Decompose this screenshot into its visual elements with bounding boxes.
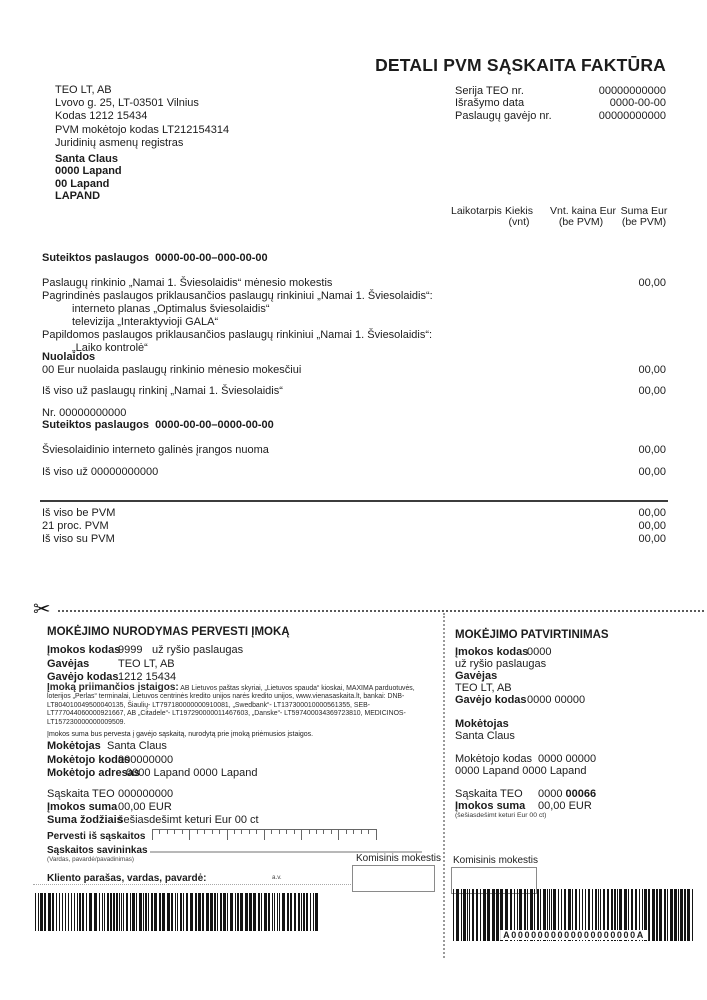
suma-zodziais-label: Suma žodžiais	[47, 814, 123, 826]
payment-divider	[443, 613, 445, 958]
section2-nr: Nr. 00000000000	[42, 407, 127, 419]
service-amount: 00,00	[638, 444, 666, 456]
column-kiekis: Kiekis (vnt)	[504, 205, 533, 228]
israsymo-data-label: Išrašymo data	[455, 97, 525, 110]
total-pvm-label: 21 proc. PVM	[42, 520, 109, 532]
suma-zodziais-value: šešiasdešimt keturi Eur 00 ct	[118, 814, 259, 826]
client-signature-line	[33, 884, 351, 885]
savininkas-label: Sąskaitos savininkas	[47, 845, 148, 856]
column-laikotarpis: Laikotarpis	[451, 205, 502, 217]
istaigos-label: Įmoką priimančios įstaigos:	[47, 682, 179, 693]
moketojas-label: Mokėtojas	[47, 740, 101, 752]
service-amount: 00,00	[638, 277, 666, 289]
moketojo-kodas-label: Mokėtojo kodas	[47, 754, 131, 766]
seller-name: TEO LT, AB	[55, 84, 112, 96]
section2-total-line: Iš viso už 00000000000	[42, 466, 159, 478]
serija-value: 00000000000	[598, 85, 666, 97]
imokos-suma-label-right: Įmokos suma	[455, 800, 526, 812]
saskaita-value-bold: 00066	[565, 788, 597, 800]
israsymo-data-value: 0000-00-00	[609, 97, 666, 110]
pervesti-label: Pervesti iš sąskaitos	[47, 831, 146, 842]
recipient-line3: LAPAND	[55, 189, 101, 202]
imokos-suma-value-right: 00,00 EUR	[538, 800, 592, 812]
total-be-pvm-label: Iš viso be PVM	[42, 507, 116, 519]
moketojo-adresas-right: 0000 Lapand 0000 Lapand	[455, 765, 587, 777]
av-label: a.v.	[272, 874, 282, 881]
paying-institutions	[47, 684, 439, 727]
moketojo-kodas-value: 000000000	[118, 754, 174, 766]
gavejo-nr-value: 00000000000	[598, 109, 666, 122]
scissors-icon: ✂	[33, 598, 51, 621]
komisinis-box-left	[352, 865, 435, 892]
section2-period: 0000-00-00–0000-00-00	[155, 419, 274, 431]
section1-period: 0000-00-00–000-00-00	[155, 252, 268, 264]
suma-note-right: (šešiasdešimt keturi Eur 00 ct)	[455, 812, 547, 819]
column-kaina: Vnt. kaina Eur (be PVM)	[550, 205, 616, 228]
total-pvm-value: 00,00	[638, 520, 666, 532]
istaigos-text: AB Lietuvos paštas skyriai, „Lietuvos spauda“ kioskai, MAXIMA parduotuvės, loterijos „Perlas“ terminalai, Lietuvos centrinės kredito unijos narės kredito unijos, www.vienasaskaita.lt, bankai: DNB- LT804010049500040135, Šiaulių- LT797180000000910081, „Swedbank“- LT137300010000561355, SEB- LT777044060000921667, AB „Citadele“- LT197290000011467603, „Danske“- LT597400034369723810, MEDICINOS- LT157230000000009509.	[47, 685, 415, 726]
recipient-name: Santa Claus	[55, 153, 118, 165]
column-suma: Suma Eur (be PVM)	[620, 205, 668, 228]
gavejas-value-right: TEO LT, AB	[455, 682, 512, 694]
seller-vat: PVM mokėtojo kodas LT212154314	[55, 123, 230, 136]
gavejo-kodas-value: 1212 15434	[118, 671, 177, 683]
service-line: televizija „Interaktyvioji GALA“	[72, 316, 219, 328]
section1-total-line: Iš viso už paslaugų rinkinį „Namai 1. Šviesolaidis“	[42, 385, 283, 397]
imokos-kodas-label-right: Įmokos kodas	[455, 646, 529, 658]
seller-address: Lvovo g. 25, LT-03501 Vilnius	[55, 97, 199, 110]
total-be-pvm-value: 00,00	[638, 507, 666, 519]
saskaita-value-right: 0000 00066	[538, 788, 597, 800]
barcode-text: A0000000000000000000A	[500, 930, 648, 940]
section2-total-amount: 00,00	[638, 466, 666, 478]
imokos-kodas-value-right: 0000	[527, 646, 552, 658]
section1-total-amount: 00,00	[638, 385, 666, 397]
saskaita-label: Sąskaita TEO	[47, 788, 115, 800]
client-signature-label: Kliento parašas, vardas, pavardė:	[47, 873, 207, 884]
payment-order-heading: MOKĖJIMO NURODYMAS PERVESTI ĮMOKĄ	[47, 626, 290, 638]
gavejas-label-right: Gavėjas	[455, 670, 498, 682]
seller-code: Kodas 1212 15434	[55, 110, 148, 123]
imokos-kodas-value: 9999	[118, 644, 143, 656]
payment-barcode-right	[453, 889, 695, 941]
totals-divider	[40, 500, 668, 502]
komisinis-label-left: Komisinis mokestis	[356, 853, 442, 864]
section2-heading: Suteiktos paslaugos 0000-00-00–0000-00-00	[42, 419, 274, 431]
nuolaidos-amount: 00,00	[638, 364, 666, 376]
saskaita-value: 000000000	[118, 788, 174, 800]
transfer-note: Įmokos suma bus pervesta į gavėjo sąskaitą, nurodytą prie įmoką priėmusios įstaigos.	[47, 731, 314, 738]
meta-row-gavejo	[455, 110, 666, 122]
saskaita-label-right: Sąskaita TEO	[455, 788, 523, 800]
service-line: „Laiko kontrolė“	[72, 342, 148, 354]
gavejo-kodas-label: Gavėjo kodas	[47, 671, 119, 683]
service-line: Šviesolaidinio interneto galinės įrangos nuoma	[42, 444, 269, 456]
moketojo-adresas-value: 0000 Lapand 0000 Lapand	[126, 767, 258, 779]
page-title: DETALI PVM SĄSKAITA FAKTŪRA	[375, 55, 666, 75]
moketojas-value: Santa Claus	[107, 740, 167, 752]
gavejas-label: Gavėjas	[47, 658, 90, 670]
serija-label: Serija TEO nr.	[455, 85, 524, 97]
recipient-line1: 0000 Lapand	[55, 165, 122, 178]
gavejo-kodas-label-right: Gavėjo kodas	[455, 694, 527, 706]
meta-row-data	[455, 97, 666, 109]
moketojo-kodas-value-right: 0000 00000	[538, 753, 597, 765]
service-line: interneto planas „Optimalus šviesolaidis“	[72, 303, 270, 315]
recipient-line2: 00 Lapand	[55, 177, 110, 190]
invoice-meta	[455, 85, 666, 122]
nuolaidos-line: 00 Eur nuolaida paslaugų rinkinio mėnesio mokesčiui	[42, 364, 302, 376]
seller-registry: Juridinių asmenų registras	[55, 136, 184, 149]
savininkas-sub: (Vardas, pavardė/pavadinimas)	[47, 856, 135, 863]
imokos-suma-label: Įmokos suma	[47, 801, 118, 813]
imokos-kodas-label: Įmokos kodas	[47, 644, 121, 656]
imokos-kodas-desc-right: už ryšio paslaugas	[455, 658, 547, 670]
moketojas-value-right: Santa Claus	[455, 730, 515, 742]
account-number-comb	[152, 829, 377, 842]
payment-barcode-left	[35, 893, 320, 931]
moketojo-adresas-label: Mokėtojo adresas	[47, 767, 140, 779]
seller-block	[55, 84, 229, 150]
imokos-kodas-desc: už ryšio paslaugas	[152, 644, 244, 656]
moketojo-kodas-label-right: Mokėtojo kodas	[455, 753, 533, 765]
recipient-block	[55, 153, 122, 202]
moketojas-label-right: Mokėtojas	[455, 718, 509, 730]
service-line: Papildomos paslaugos priklausančios paslaugų rinkiniui „Namai 1. Šviesolaidis“:	[42, 329, 433, 341]
meta-row-serija	[455, 85, 666, 97]
total-su-pvm-label: Iš viso su PVM	[42, 533, 115, 545]
total-su-pvm-value: 00,00	[638, 533, 666, 545]
nuolaidos-heading: Nuolaidos	[42, 351, 96, 363]
service-line: Paslaugų rinkinio „Namai 1. Šviesolaidis“ mėnesio mokestis	[42, 277, 333, 289]
gavejo-kodas-value-right: 0000 00000	[527, 694, 586, 706]
gavejas-value: TEO LT, AB	[118, 658, 175, 670]
cut-line	[58, 610, 704, 612]
section1-heading: Suteiktos paslaugos 0000-00-00–000-00-00	[42, 252, 268, 264]
payment-confirmation-heading: MOKĖJIMO PATVIRTINIMAS	[455, 629, 609, 641]
gavejo-nr-label: Paslaugų gavėjo nr.	[455, 109, 552, 122]
imokos-suma-value: 00,00 EUR	[118, 801, 172, 813]
komisinis-label-right: Komisinis mokestis	[453, 855, 539, 866]
service-line: Pagrindinės paslaugos priklausančios paslaugų rinkiniui „Namai 1. Šviesolaidis“:	[42, 290, 433, 302]
